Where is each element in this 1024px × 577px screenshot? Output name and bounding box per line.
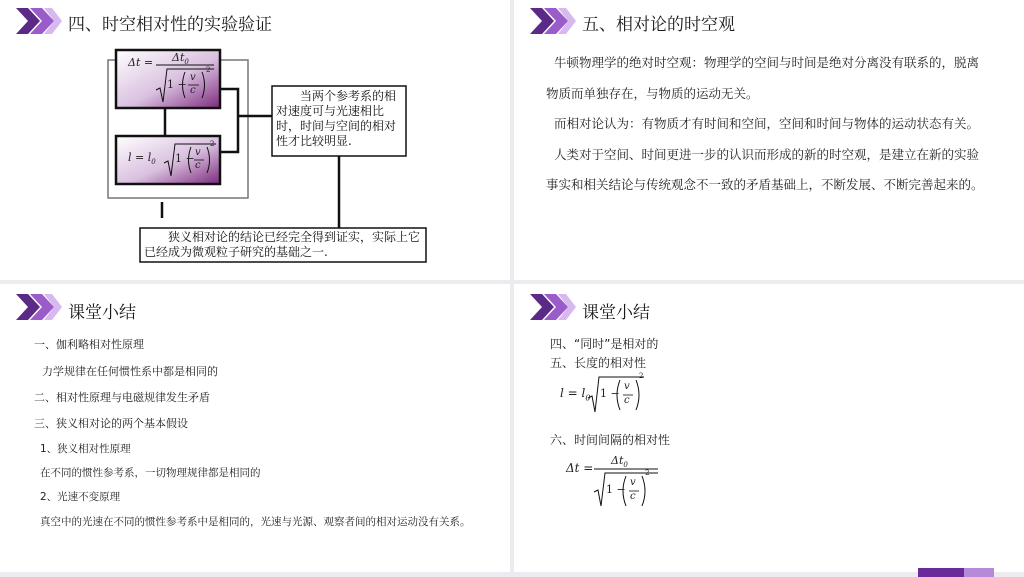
- formula-length-contraction: $l = l_0$ 1 − v c 2: [118, 138, 218, 184]
- section-title: 四、时空相对性的实验验证: [68, 15, 272, 35]
- summary-item: 真空中的光速在不同的惯性参考系中是相同的，光速与光源、观察者间的相对运动没有关系。: [40, 516, 471, 528]
- section-title: 五、相对论的时空观: [582, 15, 735, 35]
- summary-item-simultaneity: 四、“同时”是相对的: [550, 337, 659, 351]
- formula-length: $l = l_0$ 1 − v c 2: [558, 372, 658, 418]
- panel-experimental-verification: [0, 0, 510, 280]
- note-text: 当两个参考系的相对速度可与光速相比时，时间与空间的相对性才比较明显.: [276, 89, 397, 148]
- summary-item-length: 五、长度的相对性: [550, 356, 647, 370]
- summary-item: 2、光速不变原理: [40, 491, 121, 503]
- panel-summary-left: [0, 284, 510, 572]
- paragraph-new-view: 人类对于空间、时间更进一步的认识而形成的新的时空观，是建立在新的实验事实和相关结论与传统观念不一致的矛盾基础上，不断发展、不断完善起来的。: [546, 146, 984, 193]
- formula-time-dilation: Δt = $\Delta t_0$ 1 − v c 2: [118, 52, 218, 106]
- summary-item: 一、伽利略相对性原理: [34, 338, 144, 351]
- section-title: 课堂小结: [68, 303, 136, 323]
- summary-item: 1、狭义相对性原理: [40, 443, 131, 455]
- summary-item: 在不同的惯性参考系，一切物理规律都是相同的: [40, 467, 261, 479]
- paragraph-newton: 牛顿物理学的绝对时空观：物理学的空间与时间是绝对分离没有联系的，脱离物质而单独存在，与物质的运动无关。: [546, 55, 980, 101]
- spacetime-body: [546, 48, 986, 201]
- chevron-logo-icon: [530, 294, 576, 320]
- summary-item: 力学规律在任何惯性系中都是相同的: [42, 365, 218, 378]
- chevron-logo-icon: [530, 8, 576, 34]
- chevron-logo-icon: [16, 8, 62, 34]
- bottom-accent-shape: [918, 568, 994, 577]
- summary-item: 二、相对性原理与电磁规律发生矛盾: [34, 391, 210, 404]
- section-title: 课堂小结: [582, 303, 650, 323]
- formula-time: Δt = $\Delta t_0$ 1 − v c 2: [564, 452, 664, 510]
- conclusion-text: 狭义相对论的结论已经完全得到证实，实际上它已经成为微观粒子研究的基础之一.: [144, 230, 421, 259]
- chevron-logo-icon: [16, 294, 62, 320]
- panel-summary-right: [514, 284, 1024, 572]
- paragraph-relativity: 而相对论认为：有物质才有时间和空间，空间和时间与物体的运动状态有关。: [554, 116, 980, 132]
- panel-relativity-spacetime: [514, 0, 1024, 280]
- summary-item-time: 六、时间间隔的相对性: [550, 433, 671, 447]
- summary-item: 三、狭义相对论的两个基本假设: [34, 417, 188, 430]
